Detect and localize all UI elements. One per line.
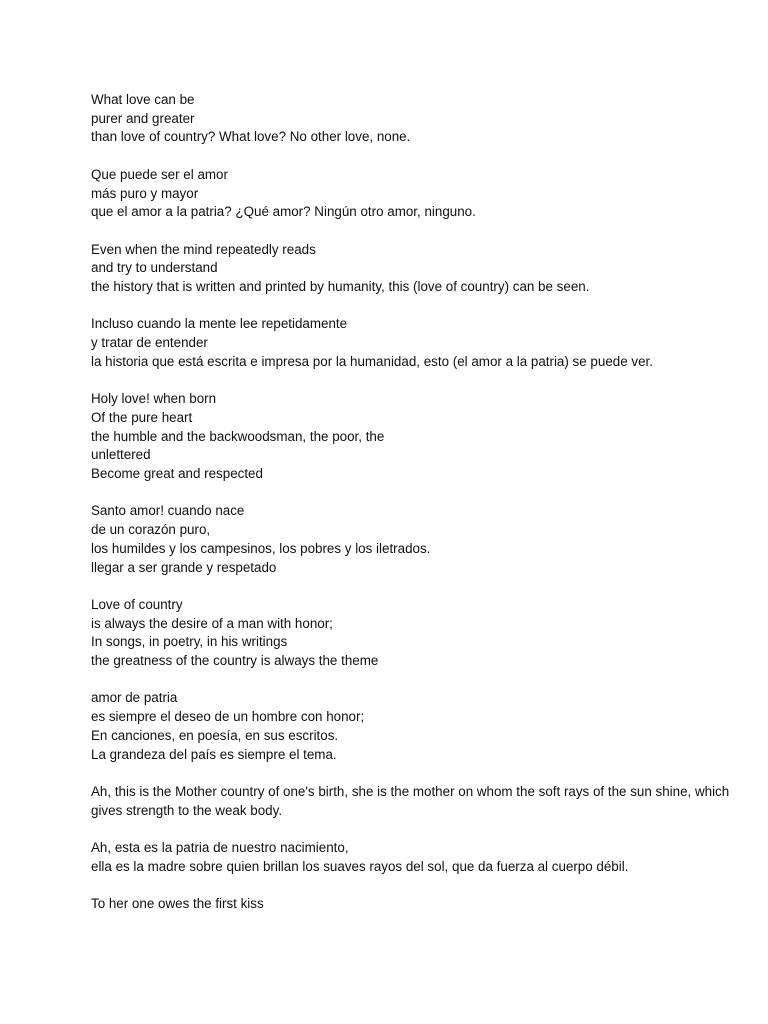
stanza [91, 166, 731, 222]
poem-line: que el amor a la patria? ¿Qué amor? Ningún otro amor, ninguno. [91, 204, 476, 220]
poem-line: than love of country? What love? No other love, none. [91, 129, 411, 145]
poem-line: Of the pure heart [91, 409, 193, 425]
poem-line: de un corazón puro, [91, 522, 211, 538]
stanza [91, 241, 731, 297]
stanza [91, 91, 731, 147]
poem-line: la historia que está escrita e impresa por la humanidad, esto (el amor a la patria) se puede ver. [91, 353, 653, 369]
poem-line: más puro y mayor [91, 185, 199, 201]
poem-line: Become great and respected [91, 466, 263, 481]
poem-line: los humildes y los campesinos, los pobres y los iletrados. [91, 540, 431, 556]
stanza [91, 895, 731, 914]
poem-line: To her one owes the first kiss [91, 896, 264, 912]
poem-line: y tratar de entender [91, 335, 208, 351]
poem-line: Que puede ser el amor [91, 166, 228, 182]
poem-line: unlettered [91, 447, 151, 463]
poem-line: the greatness of the country is always the theme [91, 653, 379, 668]
poem-body [91, 91, 731, 932]
poem-line: llegar a ser grande y respetado [91, 559, 277, 575]
stanza [91, 315, 731, 371]
poem-line: Ah, esta es la patria de nuestro nacimiento, [91, 839, 349, 855]
poem-line: En canciones, en poesía, en sus escritos. [91, 727, 339, 743]
poem-line: Incluso cuando la mente lee repetidamente [91, 316, 348, 332]
poem-line: Ah, this is the Mother country of one's birth, she is the mother on whom the soft rays of the sun shine, which gives strength to the weak body. [91, 783, 730, 818]
poem-line: is always the desire of a man with honor; [91, 615, 333, 631]
stanza [91, 783, 731, 820]
poem-line: the history that is written and printed by humanity, this (love of country) can be seen. [91, 279, 590, 294]
poem-line: Santo amor! cuando nace [91, 503, 245, 519]
poem-line: In songs, in poetry, in his writings [91, 634, 288, 650]
stanza [91, 502, 731, 577]
stanza [91, 390, 731, 484]
stanza [91, 839, 731, 876]
poem-line: La grandeza del país es siempre el tema. [91, 746, 337, 762]
poem-line: What love can be [91, 92, 195, 107]
poem-line: Holy love! when born [91, 391, 217, 407]
poem-line: es siempre el deseo de un hombre con honor; [91, 709, 365, 725]
poem-line: and try to understand [91, 260, 218, 276]
poem-line: amor de patria [91, 690, 178, 706]
poem-line: ella es la madre sobre quien brillan los suaves rayos del sol, que da fuerza al cuerpo débil. [91, 858, 629, 874]
poem-line: Love of country [91, 596, 183, 612]
poem-line: Even when the mind repeatedly reads [91, 241, 316, 257]
poem-line: purer and greater [91, 110, 195, 126]
stanza [91, 596, 731, 671]
stanza [91, 689, 731, 764]
poem-line: the humble and the backwoodsman, the poor, the [91, 428, 385, 444]
